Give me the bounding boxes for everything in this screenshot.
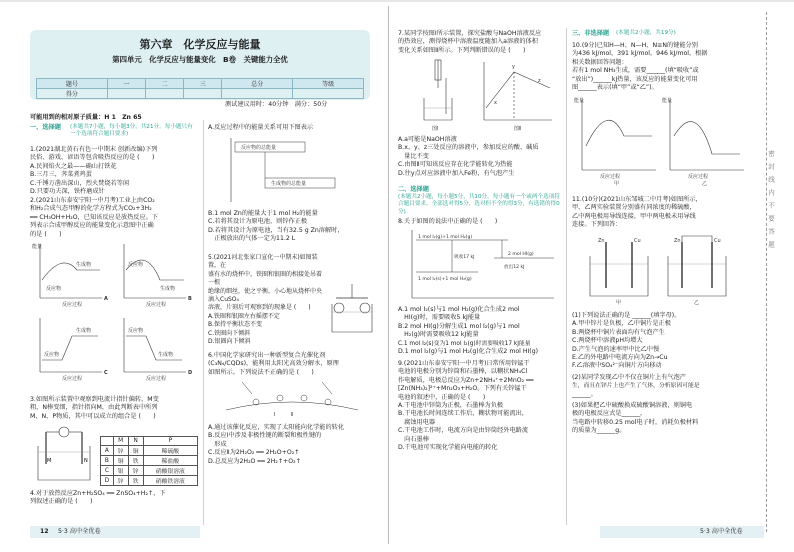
q10-label: 反应过程 — [600, 174, 621, 180]
q7-option[interactable]: 量比不变 — [398, 152, 429, 160]
q3-cell: 锌 — [113, 446, 128, 456]
q10-label: 能量 — [574, 98, 585, 104]
q1-option[interactable]: A.民间焰火之最——确山打铁花 — [30, 162, 117, 170]
q5-option[interactable]: C.铁圈向下倾斜 — [208, 329, 251, 337]
q4-line: 4.对于放热反应Zn+H₂SO₄ ══ ZnSO₄+H₂↑，下 — [30, 490, 166, 497]
q3-cell: C — [101, 466, 114, 476]
score-cell[interactable] — [145, 89, 183, 99]
q9-line: 电池的电极分别为锌筒和石墨棒，以糊状NH₄Cl — [398, 368, 528, 376]
q4-option[interactable]: D.若将其设计为原电池，当有32.5 g Zn溶解时， — [208, 226, 344, 234]
q4-label: 反应物的总能量 — [241, 145, 277, 151]
q2-label: 反应物 — [46, 286, 62, 292]
q7-stem — [398, 30, 566, 55]
q4-options-rest — [208, 210, 376, 244]
q11-answer-blank[interactable]: 的质量为______g。 — [572, 427, 626, 435]
q3-cell: 银 — [113, 466, 128, 476]
q7-option[interactable]: D.往y点对应溶液中加入Fe粉，有气泡产生 — [398, 169, 515, 177]
section2-title: 二、选择题 — [398, 186, 429, 193]
q2-line: 的是 ( ) — [30, 230, 62, 238]
q10-line: 相关数据回答问题： — [572, 58, 628, 66]
q2-line: 和H₂合成气态甲醇的化学方程式为CO₂+3H₂ — [30, 205, 152, 213]
score-header-cell: 总分 — [222, 79, 293, 89]
q10-line: 10.(9分)已知H—H、N—H、N≡N的键能分别 — [572, 42, 698, 49]
q10-line: 若有1 mol NH₃生成，需要______(填“吸收”或 — [572, 67, 699, 75]
book-title-right: 5·3 高中全优卷 — [700, 528, 743, 535]
q7-label: 图Ⅰ — [432, 126, 439, 132]
svg-text:z: z — [538, 78, 541, 84]
q4-option[interactable]: A.反应过程中的能量关系可用下图表示 — [208, 124, 314, 131]
q8-options — [398, 306, 566, 356]
q3-cell: P — [143, 437, 197, 446]
q3-cell: 铜 — [113, 456, 128, 466]
q11-cells-figure — [584, 232, 734, 306]
q11-sub3 — [572, 402, 750, 436]
chapter-title: 第六章 化学反应与能量 — [139, 38, 261, 51]
q6-option[interactable]: C.反应Ⅱ为2H₂O₂ ══ 2H₂O+O₂↑ — [208, 449, 300, 457]
q4-energy-figure — [225, 136, 345, 206]
q11-line: 当电路中转移0.25 mol电子时，消耗负极材料 — [572, 418, 699, 426]
test-info: 测试建议用时：40分钟 满分：50分 — [225, 101, 328, 108]
q1-option[interactable]: C.千锤万凿出深山，烈火焚烧若等闲 — [30, 179, 130, 187]
score-cell[interactable] — [222, 89, 293, 99]
q8-label: 吸收17 kJ — [454, 255, 475, 260]
q11-label: 甲 — [616, 300, 622, 306]
q2-line: ══ CH₃OH+H₂O，已知该反应是放热反应。下 — [30, 213, 159, 221]
q2-line: 列表示合成甲醇反应的能量变化示意图中正确 — [30, 222, 154, 230]
q1-stem — [30, 146, 200, 196]
q10-label: 甲 — [614, 181, 620, 186]
q2-label: 反应过程 — [62, 302, 83, 308]
q4-option[interactable]: 正极放出的气体一定为11.2 L — [208, 235, 296, 243]
q2-label: 反应物 — [128, 328, 144, 334]
q5-stem — [208, 254, 326, 346]
q2-label: 生成物 — [76, 328, 92, 334]
q3-line: 3.如图所示装置中观察到电流计指针偏转，M变 — [30, 396, 159, 403]
q3-cell: 稀硫酸 — [143, 446, 197, 456]
q5-option[interactable]: D.银圈向下倾斜 — [208, 338, 251, 346]
q8-label: 2 mol HI(g) — [508, 252, 534, 257]
q1-option[interactable]: D.只要功夫深，铁杵磨成针 — [30, 188, 105, 196]
q4-option[interactable]: C.若将其设计为原电池，则锌作正极 — [208, 218, 308, 226]
q4-options — [208, 124, 376, 132]
q10-line: 图______表示(填“甲”或“乙”)。 — [572, 84, 658, 92]
score-cell[interactable] — [293, 89, 364, 99]
q8-line: 8.关于如图的说法中正确的是 ( ) — [398, 218, 498, 225]
q8-label: 1 mol I₂(g)+1 mol H₂(g) — [418, 235, 473, 240]
q8-label: 1 mol I₂(s)+1 mol H₂(g) — [418, 277, 472, 282]
q11-line: (3)如果把乙中硫酸换成硫酸铜溶液，则铜电 — [572, 402, 693, 409]
q2-stem — [30, 197, 200, 239]
q7-figures — [410, 58, 560, 134]
q10-line: “放出”)______kJ热量，该反应的能量变化可用 — [572, 75, 698, 83]
q11-sub1 — [572, 312, 750, 371]
q8-option[interactable]: C.1 mol I₂(s)变为1 mol I₂(g)时需要吸收17 kJ能量 — [398, 340, 531, 347]
q11-label: Cu — [714, 238, 721, 244]
q11-option[interactable]: A.甲中锌片是负极，乙中铜片是正极 — [572, 320, 671, 328]
q9-stem — [398, 360, 566, 452]
q3-cell: 铁 — [128, 476, 143, 486]
q9-line: 作电解质，电极总反应为Zn+2NH₄⁺+2MnO₂ ══ — [398, 376, 534, 384]
q9-option[interactable]: A.干电池中锌筒为正极，石墨棒为负极 — [398, 402, 504, 410]
q9-option[interactable]: 腐蚀用电器 — [398, 418, 436, 426]
q10-line: 为436 kJ/mol，391 kJ/mol，946 kJ/mol，根据 — [572, 50, 708, 58]
svg-text:y: y — [512, 64, 515, 70]
q3-line: M、N、P物质，其中可以成立的组合是 ( ) — [30, 412, 156, 420]
q3-cell: B — [101, 456, 114, 466]
q5-line: 溶液，片刻后可观察到的现象是 ( ) — [208, 304, 311, 312]
q9-option[interactable]: D.干电池可实现化学能向电能的转化 — [398, 444, 498, 452]
q8-option[interactable]: A.1 mol I₂(s)与1 mol H₂(g)化合生成2 mol — [398, 306, 520, 313]
seal-line-text: 密 封 线 内 不 要 答 题 — [767, 150, 775, 248]
q3-cell — [101, 437, 114, 446]
q10-label: 反应过程 — [688, 174, 709, 180]
q11-option[interactable]: E.乙的外电路中电流方向为Zn→Cu — [572, 354, 668, 362]
q3-line: 粗，N棒变细，指针指向M，由此判断表中所列 — [30, 404, 158, 412]
q5-line: 盛有水的烧杯中，铁圈和银圈的相接处吊着一根 — [208, 270, 323, 287]
seal-line — [766, 12, 767, 532]
q6-stem — [208, 352, 376, 377]
q3-cell: 稀盐酸 — [143, 456, 197, 466]
q8-option[interactable]: HI(g)时，需要吸收5 kJ能量 — [398, 314, 481, 322]
footer-left-bar — [30, 526, 200, 538]
q11-label: 乙 — [694, 300, 700, 306]
q5-option[interactable]: B.保持平衡状态不变 — [208, 321, 263, 329]
q6-option[interactable]: 形成 — [208, 440, 227, 448]
q7-option[interactable]: A.a可能是NaOH溶液 — [398, 136, 457, 143]
q4-line: 列叙述正确的是 ( ) — [30, 498, 93, 506]
q10-label: 能量 — [662, 98, 673, 104]
score-cell[interactable] — [184, 89, 222, 99]
q3-cell: 锌 — [113, 476, 128, 486]
score-header-cell: 一 — [107, 79, 145, 89]
q3-cell-diagram — [34, 424, 94, 484]
q9-option[interactable]: C.干电池工作时，电流方向是由锌筒经外电路流 — [398, 427, 529, 435]
q11-option[interactable]: F.乙溶液中SO₄²⁻向铜片方向移动 — [572, 362, 662, 370]
q11-line: 乙中两电极用导线连接，甲中两电极未用导线 — [572, 212, 696, 220]
q7-line: 的热效应，测得烧杯中溶液温度随加入a溶液的体积 — [398, 38, 538, 46]
q9-line: [Zn(NH₃)₂]²⁺+Mn₂O₃+H₂O。下列有关锌锰干 — [398, 385, 527, 393]
score-cell[interactable] — [107, 89, 145, 99]
q11-line: (2)某同学发现乙中不仅在铜片上有气泡产 — [572, 374, 686, 381]
q6-line: 如图所示。下列说法不正确的是 ( ) — [208, 368, 314, 376]
q6-line: (C₃N₄/CQDs)，能利用太阳光高效分解水，原理 — [208, 360, 339, 368]
q11-line: 11.(10分)(2021山东邹城二中月考)如图所示， — [572, 196, 702, 203]
q1-option[interactable]: B.三月三，荠菜煮鸡蛋 — [30, 171, 92, 179]
q11-answer-blank[interactable]: ______。 — [572, 390, 597, 398]
q2-label: 生成物 — [76, 262, 92, 268]
q4-stem — [30, 490, 200, 507]
q2-label: 生成物 — [158, 352, 174, 358]
q4-option[interactable]: B.1 mol Zn的能量大于1 mol H₂的能量 — [208, 210, 318, 217]
q3-cell: 锌 — [128, 466, 143, 476]
q11-label: Cu — [634, 238, 641, 244]
q11-line: 甲、乙两实验装置分别盛有同浓度的稀硫酸， — [572, 204, 696, 212]
q6-option[interactable]: D.总反应为2H₂O ══ 2H₂↑+O₂↑ — [208, 457, 301, 465]
q11-text — [572, 196, 750, 230]
q10-label: 乙 — [702, 181, 708, 186]
q8-energy-figure — [408, 228, 558, 302]
page-number-left: 12 — [40, 528, 49, 535]
q1-line: 1.(2021湖北黄石有色一中期末 创新改编)下列 — [30, 146, 158, 153]
q11-option[interactable]: C.两烧杯中溶液pH均增大 — [572, 337, 643, 345]
svg-text:N: N — [84, 458, 88, 464]
q2-label: 反应物 — [44, 352, 60, 358]
q11-option[interactable]: B.两烧杯中铜片表面均有气泡产生 — [572, 328, 665, 336]
svg-text:x: x — [494, 100, 497, 106]
q9-option[interactable]: 向石墨棒 — [398, 435, 429, 443]
q2-option-d: D — [188, 370, 193, 376]
page-top-rule — [0, 0, 794, 2]
page-fold — [388, 6, 389, 544]
q6-option[interactable]: A.通过该催化反应，实现了太阳能向化学能的转化 — [208, 424, 345, 431]
unit-title: 第四单元 化学反应与能量变化 B卷 关键能力全优 — [112, 55, 288, 64]
q2-label: 反应过程 — [62, 376, 83, 382]
score-header-cell: 三 — [184, 79, 222, 89]
q8-option[interactable]: B.2 mol HI(g)分解生成1 mol I₂(g)与1 mol — [398, 322, 520, 330]
q11-line: 连接。下列回答： — [572, 221, 622, 229]
q3-cell: M — [113, 437, 128, 446]
q3-stem — [30, 396, 200, 421]
q3-cell: 硝酸铁溶液 — [143, 476, 197, 486]
q5-line: 5.(2021河北张家口宣化一中期末)如图装置，在 — [208, 254, 318, 270]
q9-line: 电池的叙述中，正确的是 ( ) — [398, 393, 486, 401]
q6-option[interactable]: B.反应Ⅰ中涉及非极性键的断裂和极性键的 — [208, 432, 322, 440]
q6-photocatalysis-figure — [222, 380, 362, 420]
q2-line: 2.(2021山东泰安宁阳一中月考)工业上由CO₂ — [30, 197, 155, 204]
q11-option[interactable]: D.产生气泡的速率甲中比乙中慢 — [572, 345, 660, 353]
q5-beaker-figure — [330, 284, 374, 334]
q3-cell: 硝酸银溶液 — [143, 466, 197, 476]
q3-cell: 铁 — [128, 456, 143, 466]
q10-energy-figures — [574, 96, 750, 186]
q7-option[interactable]: B.x、y、z三处反应的溶液中，参加反应的酸、碱质 — [398, 144, 539, 152]
q3-table — [100, 436, 198, 486]
section3-desc: (本题共2小题，共19分) — [616, 30, 676, 36]
column-divider — [203, 120, 204, 525]
q7-label: 图Ⅱ — [514, 126, 522, 132]
section1-title: 一、选择题 — [30, 124, 61, 131]
q2-option-b: B — [188, 296, 192, 302]
q7-line: 变化关系如图Ⅱ所示。下列判断错误的是 ( ) — [398, 46, 526, 54]
q6-line: 6.中国化学家研究出一种新型复合光催化剂 — [208, 352, 326, 359]
q11-answer-blank[interactable]: 极的电极反应式是______， — [572, 410, 647, 418]
q2-option-c: C — [104, 370, 108, 376]
q7-line: 7.某同学按图Ⅰ所示装置，探究盐酸与NaOH溶液反应 — [398, 30, 542, 37]
score-row-label: 得分 — [37, 89, 108, 99]
q3-cell: 铜 — [128, 446, 143, 456]
q8-option[interactable]: H₂(g)时需要吸收12 kJ能量 — [398, 331, 479, 339]
column-divider-right — [566, 28, 567, 525]
q6-options — [208, 424, 376, 466]
q2-label: 反应物 — [128, 262, 144, 268]
q11-sub2 — [572, 374, 750, 399]
q5-line: 绝缘的细丝，使之平衡。小心地从烧杯中央滴入CuSO₄ — [208, 287, 323, 304]
q4-label: 生成物的总能量 — [271, 181, 307, 187]
q2-label: 反应过程 — [146, 302, 167, 308]
q11-line: (1)下列说法正确的是 ______(填字母)。 — [572, 312, 681, 319]
q11-line: 生，而且在锌片上也产生了气体，分析原因可能是 — [572, 383, 700, 390]
q9-option[interactable]: B.干电池长时间连续工作后，糊状物可能流出， — [398, 410, 528, 418]
score-header-cell: 题号 — [37, 79, 108, 89]
q3-cell: A — [101, 446, 114, 456]
svg-text:Ⅰ Ⅱ: Ⅰ Ⅱ — [274, 412, 293, 418]
q5-option[interactable]: A.铁圈和银圈左右摇摆不定 — [208, 312, 280, 320]
q8-stem — [398, 218, 566, 226]
q10-text — [572, 42, 750, 92]
q11-label: Zn — [598, 238, 605, 244]
q11-label: Zn — [674, 238, 681, 244]
q2-label: 能量 — [32, 244, 43, 250]
q7-options — [398, 136, 566, 178]
section1-desc: (本题共7小题，每小题3分，共21分。每小题只有一个选项符合题目要求) — [70, 124, 193, 138]
q2-label: 生成物 — [160, 286, 176, 292]
q1-line: 民俗、游戏、谚语等包含吸热反应的是 ( ) — [30, 154, 155, 162]
score-header-cell: 二 — [145, 79, 183, 89]
section2-desc: (本题共2小题，每小题5分，共10分。每小题有一个或两个选项符合题目要求，全部选对得5分，选对但不全的得3分，有选错的得0分) — [398, 194, 560, 215]
score-header-cell: 等级 — [293, 79, 364, 89]
book-title-left: 5·3 高中全优卷 — [58, 528, 101, 535]
atomic-mass: 可能用到的相对原子质量：H 1 Zn 65 — [30, 114, 142, 121]
q3-cell: D — [101, 476, 114, 486]
q2-label: 反应过程 — [146, 376, 167, 382]
q2-energy-diagrams — [32, 240, 198, 390]
q9-line: 9.(2021山东泰安宁阳一中月考)日常所用锌锰干 — [398, 360, 530, 367]
q8-label: 放出12 kJ — [504, 265, 525, 270]
svg-text:M: M — [47, 458, 52, 464]
q3-cell: N — [128, 437, 143, 446]
q7-option[interactable]: C.由图Ⅱ可知该反应存在化学能转化为热能 — [398, 161, 513, 169]
q2-option-a: A — [104, 296, 108, 302]
section3-title: 三、非选择题 — [572, 30, 610, 37]
score-table — [36, 78, 364, 99]
q8-option[interactable]: D.1 mol I₂(g)与1 mol H₂(g)化合生成2 mol HI(g) — [398, 348, 539, 356]
